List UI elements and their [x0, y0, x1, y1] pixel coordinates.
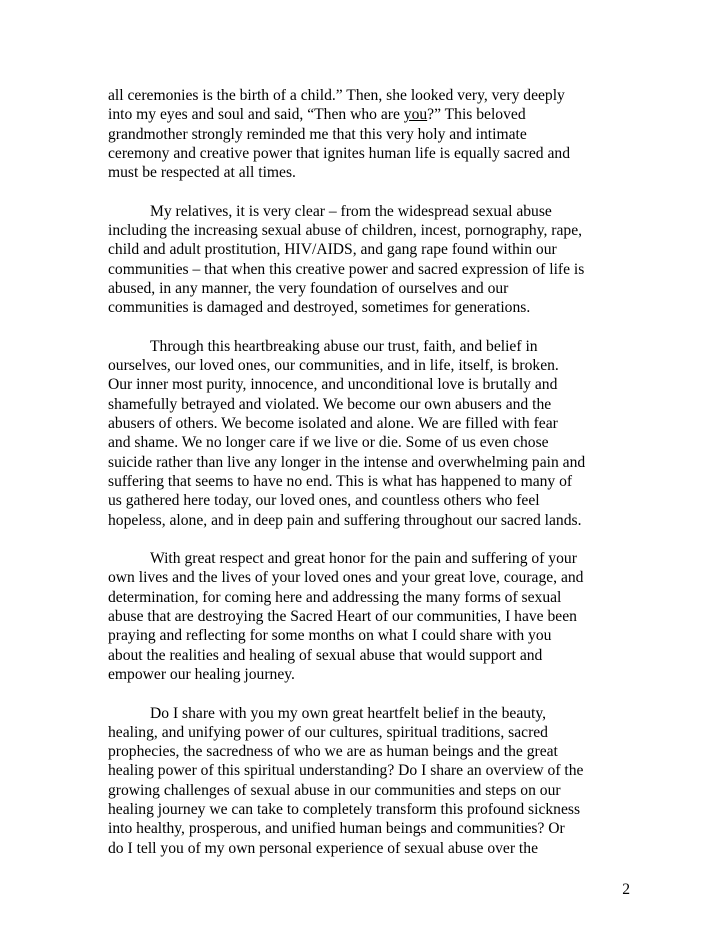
text-line — [108, 279, 628, 298]
text-line — [108, 240, 628, 259]
text-run: hopeless, alone, and in deep pain and suffering throughout our sacred lands. — [108, 511, 582, 529]
text-run: us gathered here today, our loved ones, and countless others who feel — [108, 492, 540, 510]
text-line — [108, 800, 628, 819]
paragraph — [108, 202, 628, 318]
text-run: ourselves, our loved ones, our communities, and in life, itself, is broken. — [108, 357, 559, 375]
text-line — [108, 453, 628, 472]
text-run: into healthy, prosperous, and unified human beings and communities? Or — [108, 820, 565, 838]
text-run: and shame. We no longer care if we live or die. Some of us even chose — [108, 434, 549, 452]
text-run: prophecies, the sacredness of who we are as human beings and the great — [108, 743, 558, 761]
text-line — [108, 202, 628, 221]
text-run: including the increasing sexual abuse of children, incest, pornography, rape, — [108, 222, 583, 240]
text-run: growing challenges of sexual abuse in our communities and steps on our — [108, 781, 561, 799]
text-line — [108, 105, 628, 124]
text-run: abuse that are destroying the Sacred Heart of our communities, I have been — [108, 608, 577, 626]
underlined-word: you — [403, 106, 428, 124]
text-line — [108, 665, 628, 684]
text-line — [108, 549, 628, 568]
text-run: determination, for coming here and addressing the many forms of sexual — [108, 588, 562, 606]
text-run: healing journey we can take to completely transform this profound sickness — [108, 800, 581, 818]
page-number: 2 — [622, 881, 630, 898]
body-text — [108, 86, 628, 877]
text-run: suicide rather than live any longer in the intense and overwhelming pain and — [108, 453, 586, 471]
text-run: must be respected at all times. — [108, 164, 296, 182]
paragraph — [108, 549, 628, 684]
text-line — [108, 761, 628, 780]
text-line — [108, 298, 628, 317]
text-run: abusers of others. We become isolated and alone. We are filled with fear — [108, 415, 558, 433]
text-line — [108, 723, 628, 742]
text-line — [108, 511, 628, 530]
text-run: praying and reflecting for some months on what I could share with you — [108, 627, 552, 645]
text-line — [108, 819, 628, 838]
text-run: into my eyes and soul and said, “Then who are — [108, 106, 404, 124]
text-run: communities – that when this creative power and sacred expression of life is — [108, 260, 585, 278]
text-run: Do I share with you my own great heartfelt belief in the beauty, — [150, 704, 547, 722]
text-run: ceremony and creative power that ignites human life is equally sacred and — [108, 144, 571, 162]
text-run: healing, and unifying power of our cultures, spiritual traditions, sacred — [108, 723, 548, 741]
text-run: Our inner most purity, innocence, and unconditional love is brutally and — [108, 376, 558, 394]
text-line — [108, 395, 628, 414]
text-line — [108, 704, 628, 723]
text-line — [108, 607, 628, 626]
text-run: do I tell you of my own personal experience of sexual abuse over the — [108, 839, 538, 857]
text-run: communities is damaged and destroyed, sometimes for generations. — [108, 299, 531, 317]
text-run: child and adult prostitution, HIV/AIDS, and gang rape found within our — [108, 241, 557, 259]
text-run: My relatives, it is very clear – from the widespread sexual abuse — [150, 202, 552, 220]
text-run: all ceremonies is the birth of a child.” Then, she looked very, very deeply — [108, 87, 565, 104]
text-line — [108, 125, 628, 144]
text-line — [108, 260, 628, 279]
text-run: abused, in any manner, the very foundation of ourselves and our — [108, 279, 509, 297]
paragraph — [108, 86, 628, 182]
text-line — [108, 781, 628, 800]
text-line — [108, 163, 628, 182]
text-line — [108, 86, 628, 105]
text-line — [108, 356, 628, 375]
text-run: ?” This beloved — [427, 106, 526, 124]
text-run: own lives and the lives of your loved ones and your great love, courage, and — [108, 569, 584, 587]
text-run: shamefully betrayed and violated. We become our own abusers and the — [108, 395, 552, 413]
text-line — [108, 472, 628, 491]
paragraph — [108, 704, 628, 858]
text-run: grandmother strongly reminded me that this very holy and intimate — [108, 125, 527, 143]
text-line — [108, 414, 628, 433]
text-run: healing power of this spiritual understanding? Do I share an overview of the — [108, 762, 584, 780]
text-line — [108, 626, 628, 645]
text-run: empower our healing journey. — [108, 665, 295, 683]
text-line — [108, 646, 628, 665]
text-line — [108, 742, 628, 761]
text-line — [108, 568, 628, 587]
text-run: With great respect and great honor for the pain and suffering of your — [150, 550, 577, 568]
text-line — [108, 491, 628, 510]
text-line — [108, 337, 628, 356]
text-run: about the realities and healing of sexual abuse that would support and — [108, 646, 543, 664]
paragraph — [108, 337, 628, 530]
text-line — [108, 433, 628, 452]
text-line — [108, 221, 628, 240]
text-line — [108, 588, 628, 607]
text-run: suffering that seems to have no end. This is what has happened to many of — [108, 472, 573, 490]
text-run: Through this heartbreaking abuse our trust, faith, and belief in — [150, 337, 538, 355]
text-line — [108, 144, 628, 163]
text-line — [108, 839, 628, 858]
text-line — [108, 375, 628, 394]
